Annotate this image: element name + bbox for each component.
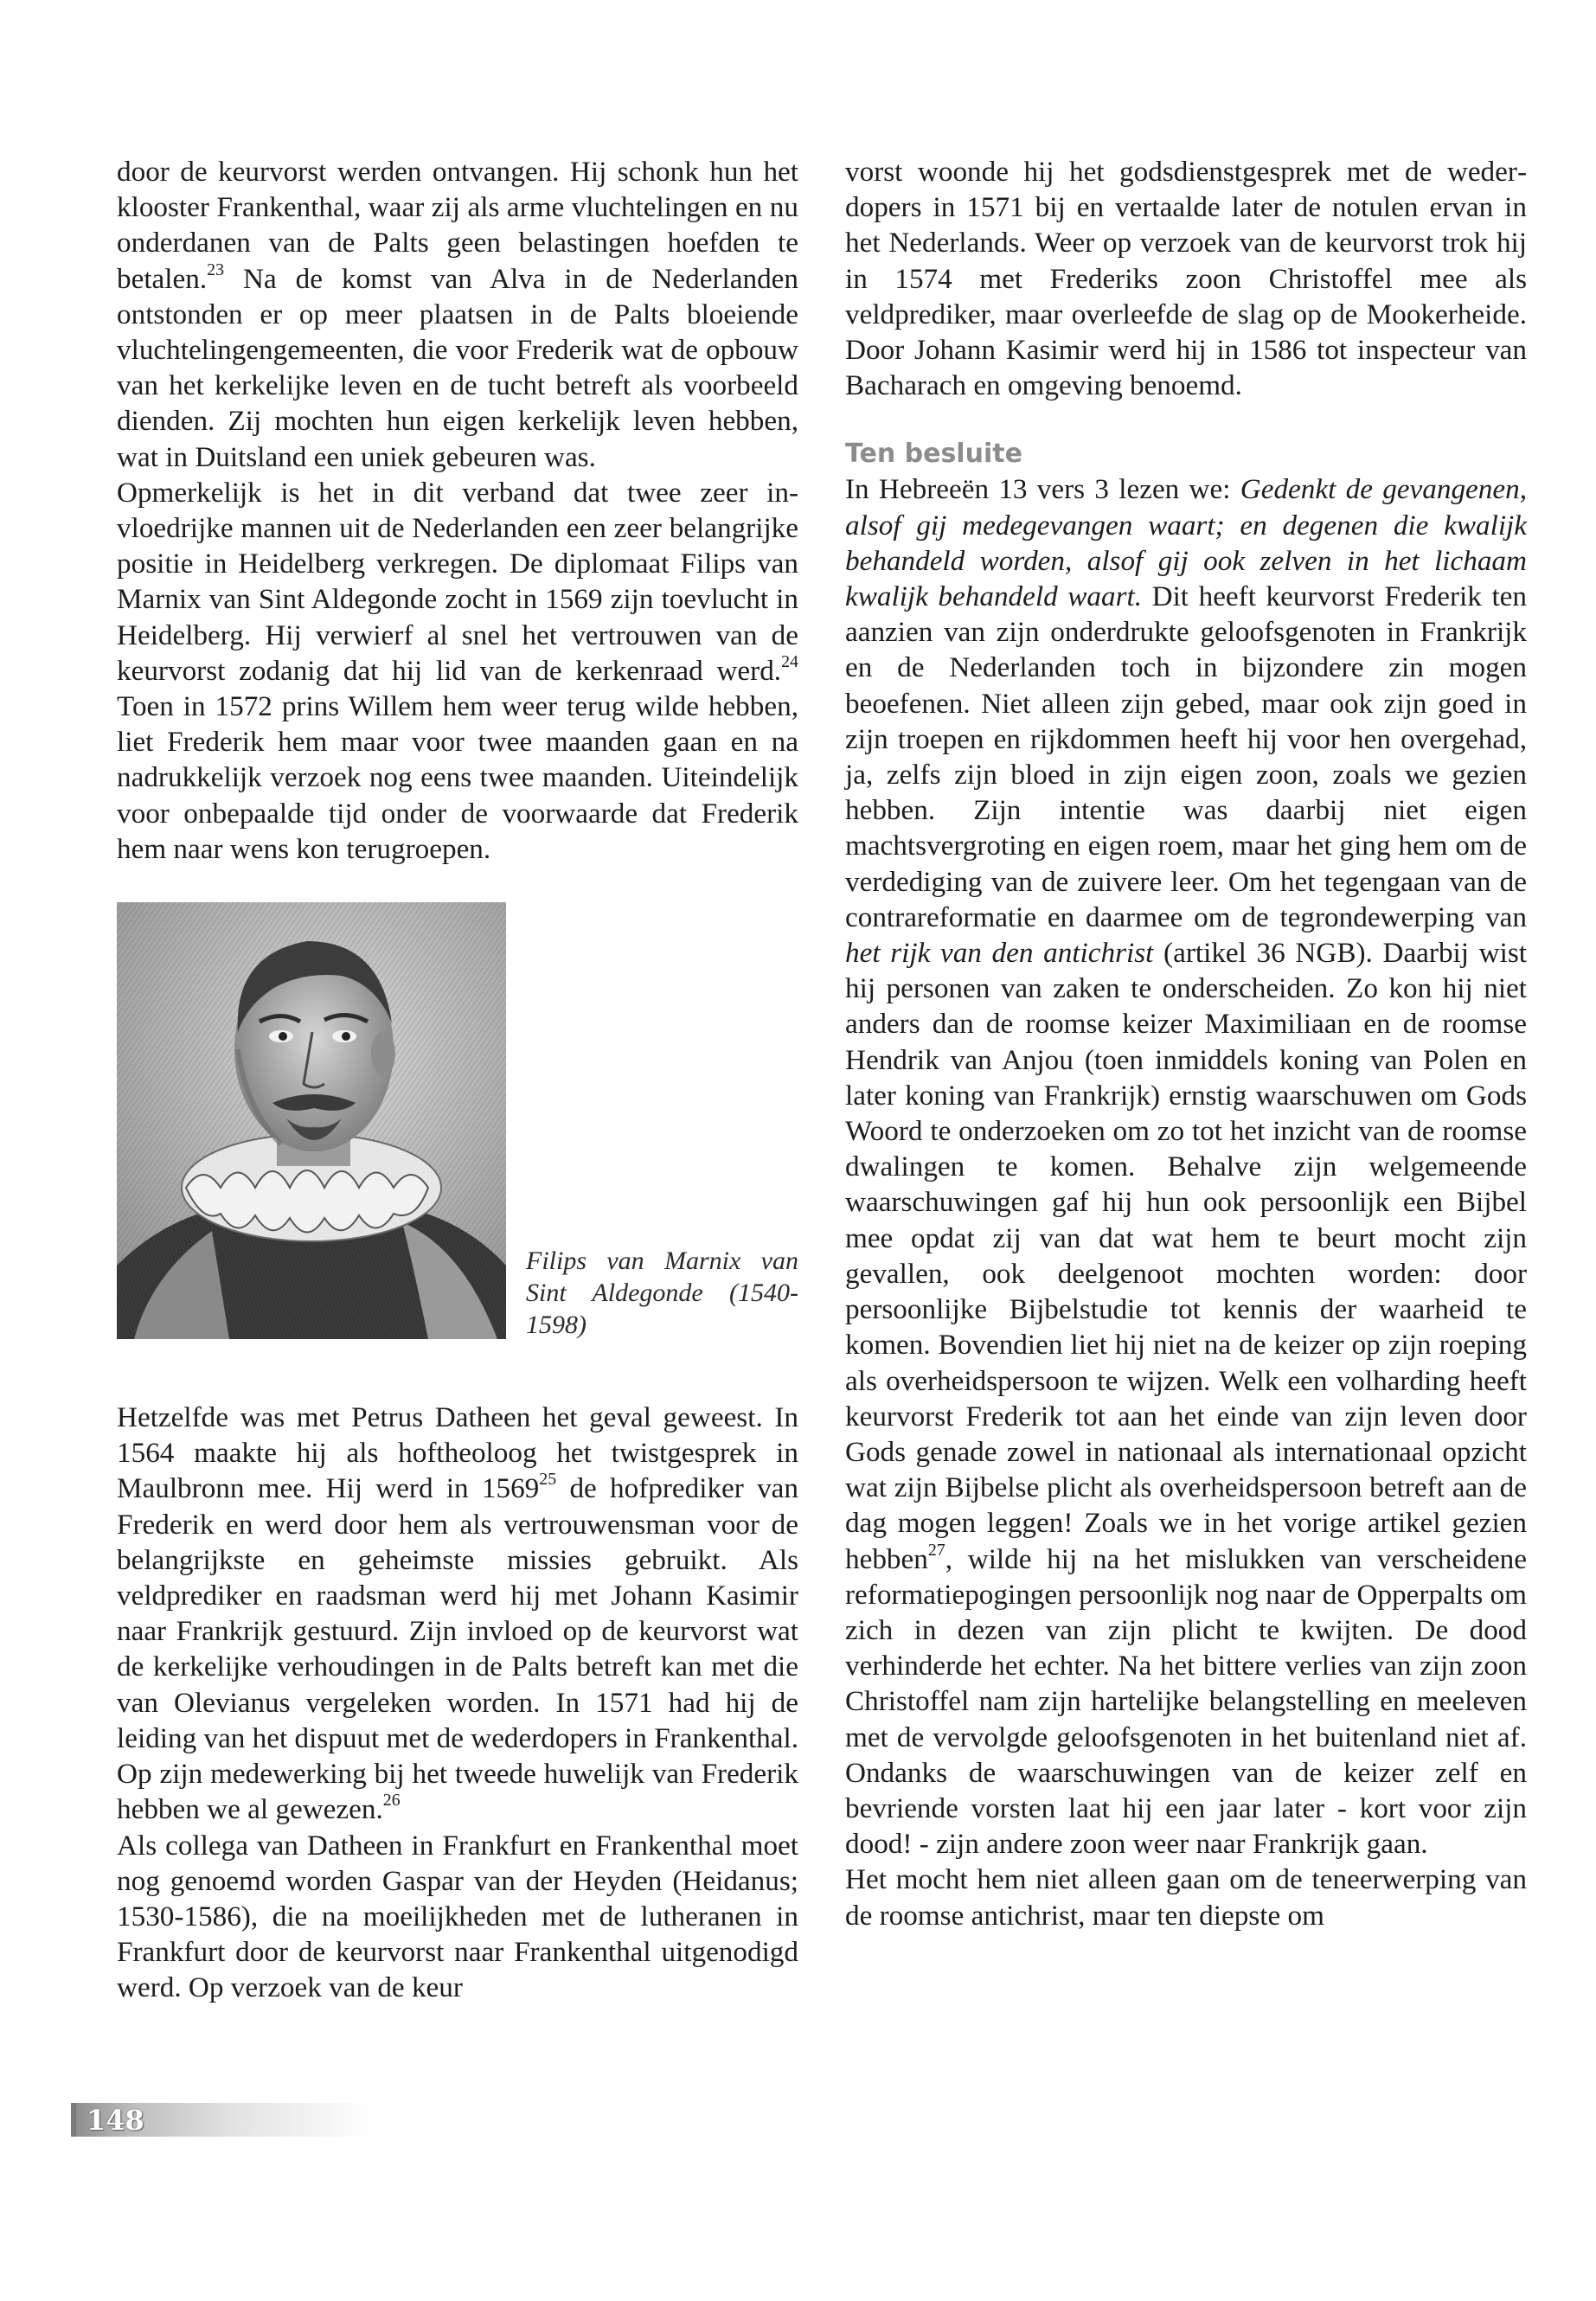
paragraph: vorst woonde hij het godsdienstgesprek met de wederdopers in 1571 bij en vertaalde later de notulen ervan in het Nederlands. Weer op verzoek van de keurvorst trok hij in 1574 met Frederiks zoon Christoffel mee als veldprediker, maar overleefde de slag op de Mookerheide. Door Johann Kasimir werd hij in 1586 tot inspecteur van Bacharach en omgeving benoemd. (845, 156, 1527, 402)
footnote-ref-27[interactable]: 27 (927, 1540, 945, 1560)
footnote-ref-23[interactable]: 23 (207, 260, 225, 279)
text-run: de hofprediker van Frederik en werd door hem als vertrouwensman voor de belangrijkste en geheimste missies gebruikt. Als veldprediker en raadsman werd hij met Johann Kasimir naar Frankrijk gestuurd. Zijn invloed op de keurvorst wat de kerkelijke verhoudingen in de Palts betreft kan met die van Olevianus vergeleken worden. In 1571 had hij de leiding van het dispuut met de wederdopers in Frankenthal. Op zijn medewerking bij het tweede huwelijk van Frederik hebben we al gewezen. (117, 1472, 799, 1826)
italic-phrase: het rijk van den antichrist (845, 937, 1154, 970)
footnote-ref-26[interactable]: 26 (382, 1791, 401, 1811)
portrait-figure (117, 902, 798, 1362)
page-number: 148 (87, 2104, 144, 2137)
text-run: , wilde hij na het mislukken van verscheidene reformatiepogingen persoonlijk nog naar de Opperpalts om zich in dezen van zijn plicht te kwijten. De dood verhinderde het echter. Na het bittere verlies van zijn zoon Christoffel nam zijn hartelijke belangstelling en meeleven met de vervolgde geloofsgenoten in het buitenland niet af. Ondanks de waarschuwingen van de keizer zelf en bevriende vorsten laat hij een jaar later - kort voor zijn dood! - zijn andere zoon weer naar Frankrijk gaan. (845, 1542, 1527, 1861)
text-run: Toen in 1572 prins Willem hem weer terug wilde hebben, liet Frederik hem maar voor twee maanden gaan en na nadrukkelijk verzoek nog eens twee maanden. Uiteindelijk voor onbepaalde tijd onder de voorwaarde dat Frederik hem naar wens kon terugroepen. (117, 690, 798, 865)
left-column (117, 154, 798, 2006)
paragraph: Het mocht hem niet alleen gaan om de teneerwerping van de roomse antichrist, maar ten diepste om (845, 1863, 1527, 1932)
text-run: Opmerkelijk is het in dit verband dat twee zeer invloedrijke mannen uit de Nederlanden een zeer belangrijke positie in Heidelberg verkregen. De diplomaat Filips van Marnix van Sint Aldegonde zocht in 1569 zijn toevlucht in Heidelberg. Hij verwierf al snel het vertrouwen van de keurvorst zodanig dat hij lid van de kerkenraad werd. (117, 476, 798, 687)
footnote-ref-25[interactable]: 25 (539, 1470, 557, 1490)
page-number-stripe (71, 2103, 76, 2137)
paragraph (117, 154, 798, 475)
paragraph (845, 471, 1527, 1862)
bible-quote: Gedenkt de gevangenen, alsof gij medegevangen waart; en degenen die kwalijk behandeld worden, alsof gij ook zelven in het lichaam kwalijk behandeld waart. (845, 473, 1527, 613)
section-heading: Ten besluite (845, 439, 1022, 470)
text-run: Na de komst van Alva in de Nederlanden ontstonden er op meer plaatsen in de Palts bloeiende vluchtelingengemeenten, die voor Frederik wat de opbouw van het kerkelijke leven en de tucht betreft als voorbeeld dienden. Zij mochten hun eigen kerkelijk leven hebben, wat in Duitsland een uniek gebeuren was. (117, 262, 798, 473)
paragraph (117, 1400, 798, 2005)
right-column (845, 154, 1527, 1933)
text-run: In Hebreeën 13 vers 3 lezen we: (845, 473, 1240, 506)
footnote-ref-24[interactable]: 24 (781, 651, 798, 671)
portrait-image-marnix (117, 902, 506, 1339)
text-run: Dit heeft keurvorst Frederik ten aanzien van zijn onderdrukte geloofsgenoten in Frankrijk en de Nederlanden toch in bijzondere zin mogen beoefenen. Niet alleen zijn gebed, maar ook zijn goed in zijn troepen en rijkdommen heeft hij voor hen overgehad, ja, zelfs zijn bloed in zijn eigen zoon, zoals we gezien hebben. Zijn intentie was daarbij niet eigen machtsvergroting en eigen roem, maar het ging hem om de verdediging van de zuivere leer. Om het tegengaan van de contrareformatie en daarmee om de tegrondewerping van (845, 580, 1527, 933)
paragraph (117, 475, 798, 867)
text-run: door de keurvorst werden ontvangen. Hij schonk hun het klooster Frankenthal, waar zij als arme vluchtelingen en nu onderdanen van de Palts geen belastingen hoefden te betalen. (117, 156, 798, 295)
figure-caption: Filips van Marnix van Sint Aldegonde (1540-1598) (526, 1247, 798, 1340)
text-run: Als collega van Datheen in Frankfurt en Frankenthal moet nog genoemd worden Gaspar van der Heyden (Heidanus; 1530-1586), die na moeilijkheden met de lutheranen in Frankfurt door de keurvorst naar Frankenthal uitgenodigd werd. Op verzoek van de keur (117, 1829, 798, 2004)
text-run: (artikel 36 NGB). Daarbij wist hij personen van zaken te onderscheiden. Zo kon hij niet anders dan de roomse keizer Maximiliaan en de roomse Hendrik van Anjou (toen inmiddels koning van Polen en later koning van Frankrijk) ernstig waarschuwen om Gods Woord te onderzoeken om zo tot het inzicht van de roomse dwalingen te komen. Behalve zijn welgemeende waarschuwingen gaf hij hun ook persoonlijk een Bijbel mee opdat zij van dat wat hem te beurt mocht zijn gevallen, ook deelgenoot mochten worden: door persoonlijke Bijbelstudie tot kennis der waarheid te komen. Bovendien liet hij niet na de keizer op zijn roeping als overheidspersoon te wijzen. Welk een volharding heeft keurvorst Frederik tot aan het einde van zijn leven door Gods genade zowel in nationaal als internationaal opzicht wat zijn Bijbelse plicht als overheidspersoon betreft aan de dag mogen leggen! Zoals we in het vorige artikel gezien hebben (845, 937, 1527, 1575)
text-run: Hetzelfde was met Petrus Datheen het geval geweest. In 1564 maakte hij als hoftheoloog het twistgesprek in Maulbronn mee. Hij werd in 1569 (117, 1401, 798, 1505)
